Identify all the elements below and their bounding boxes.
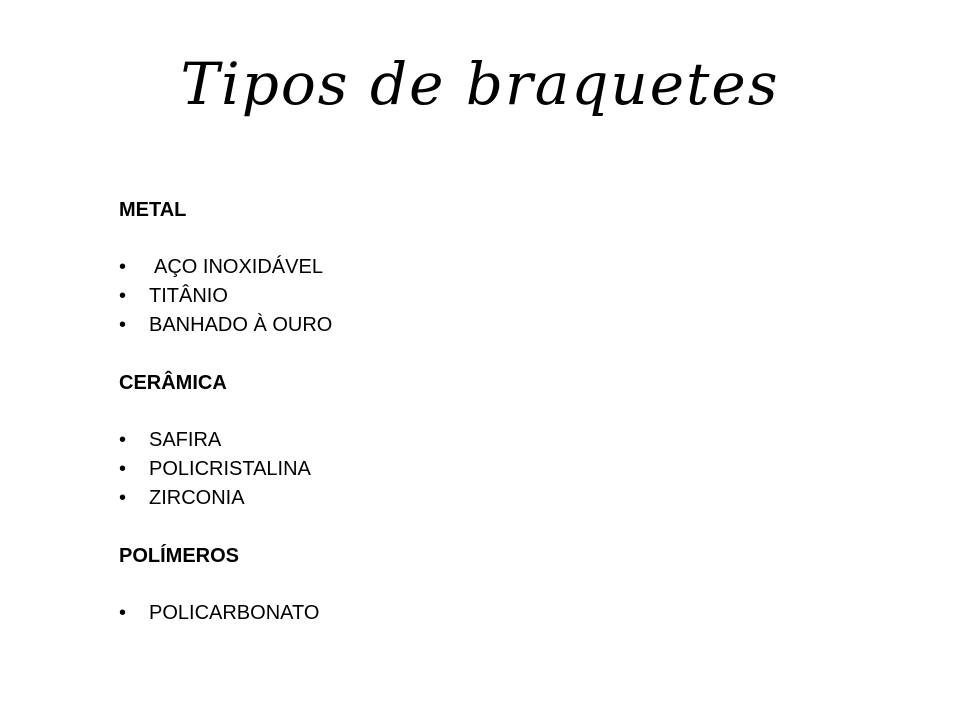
bullet-icon: •: [119, 285, 127, 307]
bullet-icon: •: [119, 602, 127, 624]
section-ceramica: [119, 369, 332, 513]
bullet-list: [119, 253, 332, 340]
section-gap: [119, 340, 332, 369]
bullet-icon: •: [119, 458, 127, 480]
section-spacer: [119, 571, 332, 599]
list-item: [119, 253, 332, 282]
section-heading: METAL: [119, 199, 187, 221]
list-item: [119, 426, 332, 455]
slide-title: Tipos de braquetes: [180, 50, 780, 118]
bullet-icon: •: [119, 429, 127, 451]
section-metal: [119, 196, 332, 340]
section-gap: [119, 513, 332, 542]
list-item: [119, 484, 332, 513]
list-item-label: POLICRISTALINA: [149, 458, 311, 480]
bullet-icon: •: [119, 487, 127, 509]
list-item-label: BANHADO À OURO: [149, 314, 333, 336]
section-polimeros: [119, 542, 332, 628]
bullet-icon: •: [119, 314, 127, 336]
bullet-list: [119, 599, 332, 628]
list-item-label: TITÂNIO: [149, 285, 228, 307]
section-spacer: [119, 398, 332, 426]
section-spacer: [119, 225, 332, 253]
list-item-label: ZIRCONIA: [149, 487, 245, 509]
slide-content: [119, 196, 332, 628]
section-heading: POLÍMEROS: [119, 545, 240, 567]
list-item: [119, 311, 332, 340]
bullet-list: [119, 426, 332, 513]
list-item-label: AÇO INOXIDÁVEL: [154, 256, 323, 278]
list-item-label: SAFIRA: [149, 429, 222, 451]
bullet-icon: •: [119, 256, 127, 278]
list-item: [119, 282, 332, 311]
list-item: [119, 599, 332, 628]
list-item: [119, 455, 332, 484]
section-heading: CERÂMICA: [119, 372, 227, 394]
list-item-label: POLICARBONATO: [149, 602, 320, 624]
